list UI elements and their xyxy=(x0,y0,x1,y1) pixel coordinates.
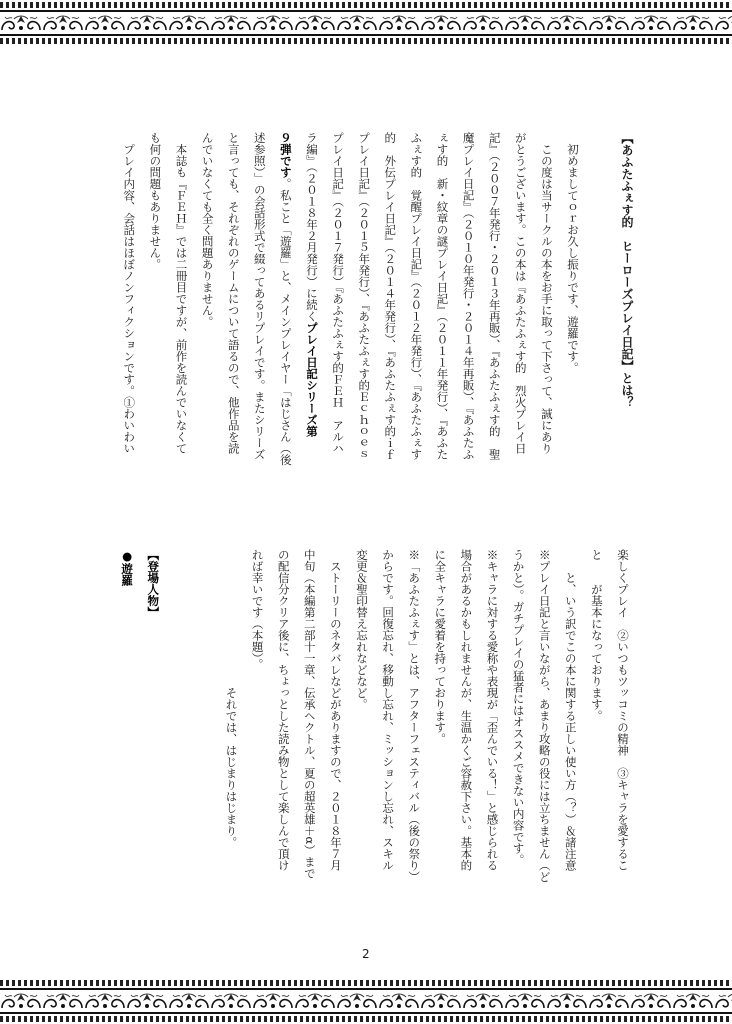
text-segment: 魔プレイ日記』（２０１０年発行・２０１４年再販）、『あふたふ xyxy=(461,132,476,460)
bold-text: プレイ日記シリーズ第 xyxy=(305,321,319,437)
text-column xyxy=(116,132,142,454)
text-column xyxy=(323,549,349,871)
text-segment: プレイ内容、会話はほぼノンフィクションです。①わいわい xyxy=(122,132,137,454)
text-column xyxy=(297,549,323,879)
text-column xyxy=(247,132,273,460)
text-column xyxy=(427,549,453,745)
text-column xyxy=(534,132,560,454)
scroll-ornament xyxy=(0,13,732,33)
text-column xyxy=(351,132,377,460)
text-column xyxy=(169,132,195,454)
text-column xyxy=(219,549,245,848)
text-column xyxy=(482,132,508,460)
text-column xyxy=(480,549,506,871)
text-segment: と言っても、それぞれのゲームについて語るので、他作品を読 xyxy=(226,132,241,454)
text-column xyxy=(299,132,325,437)
text-column xyxy=(506,549,532,865)
bottom-ornamental-border xyxy=(0,980,732,1022)
text-segment: に全キャラに愛着を持っております。 xyxy=(433,549,448,745)
text-segment: うかと）。ガチプレイの猛者にはオススメできない内容です。 xyxy=(511,549,526,866)
text-segment: ※キャラに対する愛称や表現が「歪んでいる！」と感じられる xyxy=(485,549,500,871)
text-segment: 初めましてｏｒお久し振りです、遊羅です。 xyxy=(566,132,580,374)
text-segment: ぇす的 新・紋章の謎プレイ日記』（２０１１年発行）、『あふた xyxy=(435,132,450,460)
text-segment: の配信分クリア後に、ちょっとした読み物として楽しんで頂け xyxy=(276,549,291,871)
text-segment: んでいなくても全く問題ありません。 xyxy=(200,132,215,328)
bold-text: 【登場人物】 xyxy=(146,549,161,618)
text-segment: と、いう訳でこの本に関する正しい使い方（？）＆諸注意 xyxy=(563,549,578,871)
bold-text: ●遊羅 xyxy=(120,549,135,586)
text-column xyxy=(142,132,168,270)
text-segment: 場合があるかもしれませんが、生温かくご容赦下さい。基本的 xyxy=(459,549,474,871)
text-segment: 的 外伝プレイ日記』（２０１４年発行）、『あふたふぇす的ｉｆ xyxy=(383,132,398,460)
text-segment: この度は当サークルの本をお手に取って下さって、誠にあり xyxy=(539,132,554,454)
text-column xyxy=(584,549,610,722)
text-segment: と が基本になっております。 xyxy=(589,549,604,722)
text-segment: 本誌も『ＦＥＨ』では二冊目ですが、前作を読んでいなくて xyxy=(174,132,189,454)
bold-text: ９弾です xyxy=(278,132,293,178)
text-column xyxy=(114,549,140,586)
text-column xyxy=(377,132,403,460)
text-column xyxy=(403,132,429,460)
text-column xyxy=(610,549,636,871)
text-segment: 変更＆聖印替え忘れなどなど。 xyxy=(355,549,369,710)
text-segment: がとうございます。この本は『あふたふぇす的 烈火プレイ日 xyxy=(513,132,528,454)
text-segment: ふぇす的 覚醒プレイ日記』（２０１２年発行）、『あふたふぇす xyxy=(409,132,424,460)
text-column xyxy=(430,132,456,460)
text-column xyxy=(375,549,401,871)
text-column xyxy=(453,549,479,871)
text-segment: 述参照）」の会話形式で綴ってあるリプレイです。またシリーズ xyxy=(252,132,267,460)
page-number: 2 xyxy=(362,947,370,961)
text-column xyxy=(271,549,297,871)
text-column xyxy=(560,132,586,374)
text-segment: それでは、はじまりはじまり。 xyxy=(224,549,239,848)
text-segment: 中旬（本編第二部十一章、伝承ヘクトル、夏の超英雄＋α）まで xyxy=(302,549,317,879)
text-segment: ※「あふたふぇす」とは、アフターフェスティバル（後の祭り） xyxy=(407,549,422,883)
text-column xyxy=(273,132,299,466)
text-segment: も何の問題もありません。 xyxy=(148,132,163,270)
scroll-ornament xyxy=(0,991,732,1011)
text-segment: 記』（２００７年発行・２０１３年再販）、『あふたふぇす的 聖 xyxy=(487,132,502,460)
text-segment: プレイ日記』（２０１７発行）『あふたふぇす的ＦＥＨ アルハ xyxy=(331,132,346,454)
text-segment: ストーリーのネタバレなどがありますので、２０１８年７月 xyxy=(328,549,343,871)
section-title: 【あふたふぇす的 ヒーローズプレイ日記】とは？ xyxy=(620,132,634,408)
text-column xyxy=(558,549,584,871)
text-segment: プレイ日記』（２０１５年発行）、『あふたふぇす的Ｅｃｈｏｅｓ xyxy=(357,132,372,460)
text-segment: ラ編』（２０１８年２月発行）に続く xyxy=(305,132,319,322)
text-column xyxy=(245,549,271,670)
text-segment: 。私こと「遊羅」と、メインプレイヤー「はじさん（後 xyxy=(278,178,293,466)
text-column xyxy=(508,132,534,454)
text-column xyxy=(140,549,166,618)
text-column xyxy=(456,132,482,460)
text-column xyxy=(349,549,375,710)
text-column xyxy=(532,549,558,883)
text-segment: ※プレイ日記と言いながら、あまり攻略の役には立ちません（ど xyxy=(537,549,552,883)
text-column xyxy=(195,132,221,328)
text-column xyxy=(401,549,427,883)
text-segment: 楽しくプレイ ②いつもツッコミの精神 ③キャラを愛するこ xyxy=(616,549,630,871)
text-column xyxy=(221,132,247,454)
top-ornamental-border xyxy=(0,2,732,44)
text-column xyxy=(325,132,351,454)
text-segment: れば幸いです（本題）。 xyxy=(250,549,265,670)
text-segment: からです。回復忘れ、移動し忘れ、ミッションし忘れ、スキル xyxy=(381,549,396,871)
